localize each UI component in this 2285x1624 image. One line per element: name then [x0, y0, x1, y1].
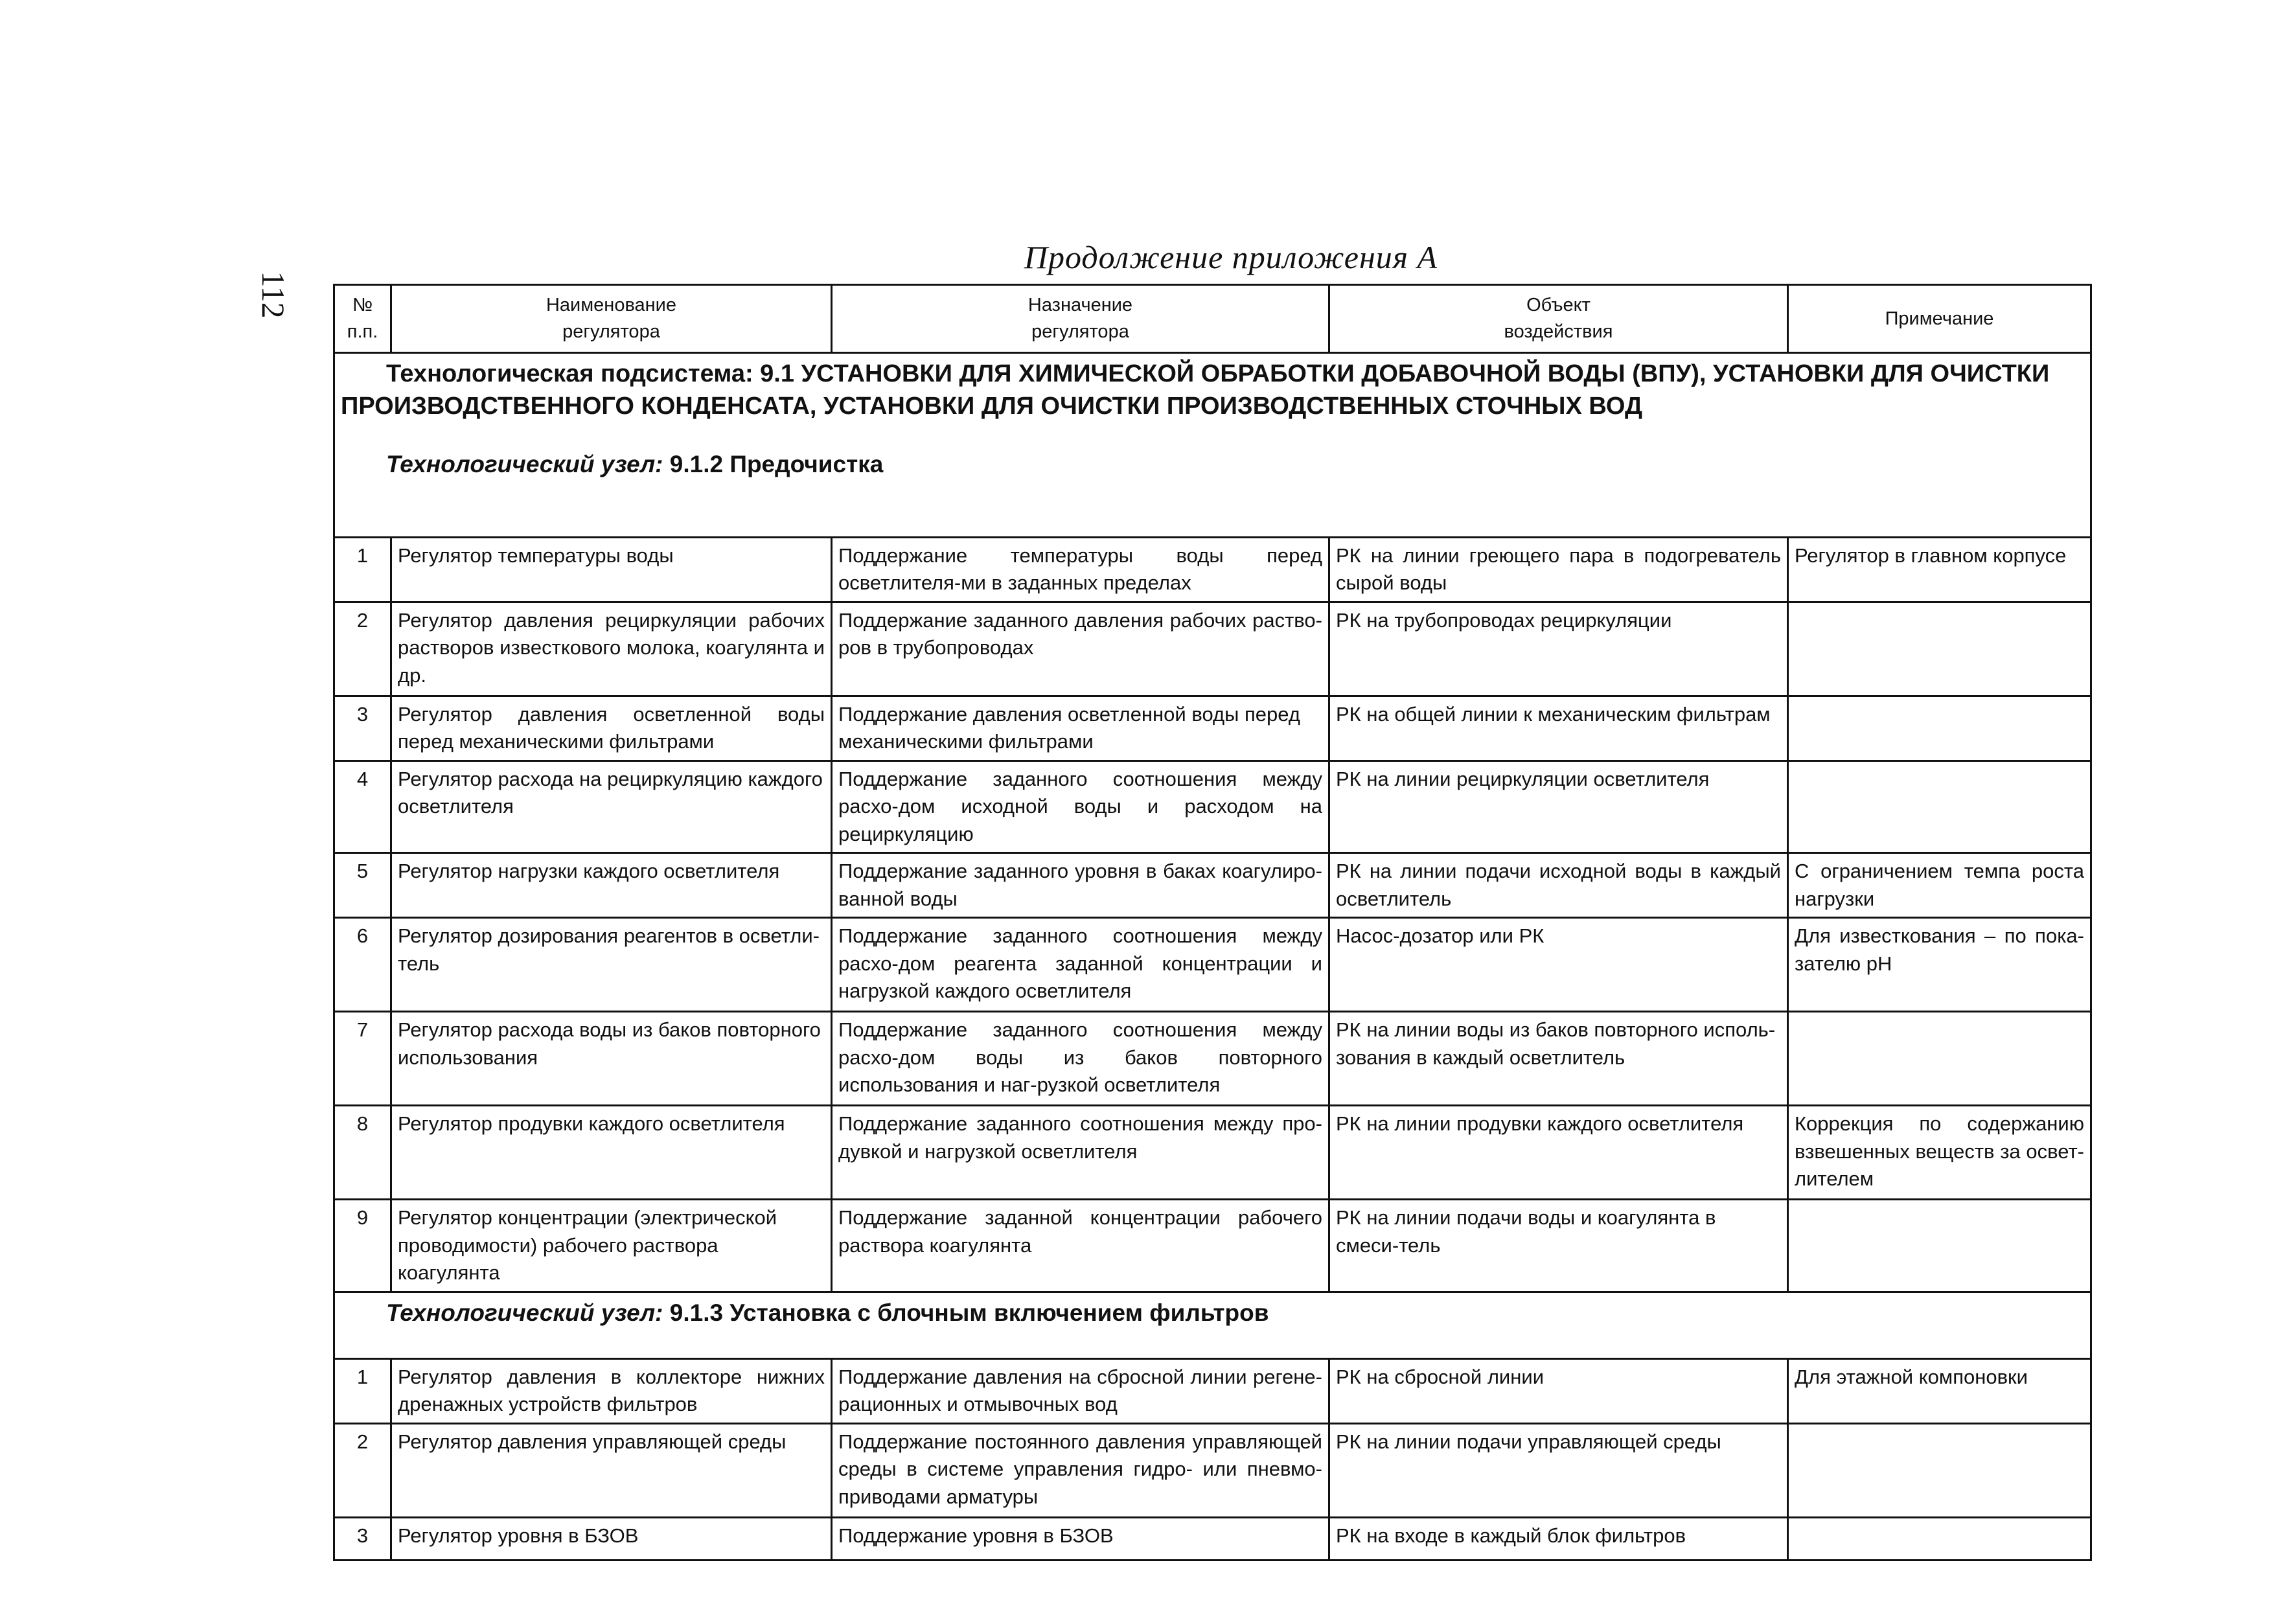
regulator-name: Регулятор расхода воды из баков повторного использования: [391, 1012, 832, 1106]
node-name: 9.1.3 Установка с блочным включением фильтров: [663, 1299, 1269, 1326]
regulator-name: Регулятор давления рециркуляции рабочих растворов известкового молока, коагулянта и др.: [391, 602, 832, 696]
row-number: 4: [334, 761, 391, 852]
node2-rows: [334, 1358, 2091, 1560]
impact-object: Насос-дозатор или РК: [1329, 918, 1788, 1012]
table-row: [334, 1012, 2091, 1106]
regulator-purpose: Поддержание постоянного давления управляющей среды в системе управления гидро- или пневмо-приводами арматуры: [832, 1423, 1329, 1517]
row-number: 1: [334, 1358, 391, 1423]
regulator-purpose: Поддержание заданного соотношения между расхо-дом реагента заданной концентрации и нагрузкой каждого осветлителя: [832, 918, 1329, 1012]
regulator-purpose: Поддержание заданного соотношения между расхо-дом исходной воды и расходом на рециркуляцию: [832, 761, 1329, 852]
regulator-name: Регулятор уровня в БЗОВ: [391, 1517, 832, 1560]
header-name: Наименование регулятора: [391, 285, 832, 353]
table-row: [334, 1358, 2091, 1423]
node-label: Технологический узел:: [386, 451, 663, 478]
row-number: 8: [334, 1106, 391, 1200]
regulator-purpose: Поддержание заданного давления рабочих раство-ров в трубопроводах: [832, 602, 1329, 696]
impact-object: РК на линии подачи исходной воды в каждый осветлитель: [1329, 853, 1788, 918]
table-row: [334, 602, 2091, 696]
table-header-row: [334, 285, 2091, 353]
regulator-name: Регулятор давления осветленной воды перед механическими фильтрами: [391, 696, 832, 761]
regulator-purpose: Поддержание давления осветленной воды перед механическими фильтрами: [832, 696, 1329, 761]
table-row: [334, 918, 2091, 1012]
note: Регулятор в главном корпусе: [1788, 538, 2091, 602]
impact-object: РК на линии греющего пара в подогреватель сырой воды: [1329, 538, 1788, 602]
regulator-purpose: Поддержание давления на сбросной линии регене-рационных и отмывочных вод: [832, 1358, 1329, 1423]
note: [1788, 1517, 2091, 1560]
note: [1788, 1423, 2091, 1517]
header-number: № п.п.: [334, 285, 391, 353]
row-number: 3: [334, 696, 391, 761]
table-row: [334, 1200, 2091, 1292]
regulator-purpose: Поддержание уровня в БЗОВ: [832, 1517, 1329, 1560]
note: Коррекция по содержанию взвешенных веществ за освет-лителем: [1788, 1106, 2091, 1200]
subsystem-title: Технологическая подсистема: 9.1 УСТАНОВКИ ДЛЯ ХИМИЧЕСКОЙ ОБРАБОТКИ ДОБАВОЧНОЙ ВОДЫ (ВПУ), УСТАНОВКИ ДЛЯ ОЧИСТКИ ПРОИЗВОДСТВЕННОГО КОНДЕНСАТА, УСТАНОВКИ ДЛЯ ОЧИСТКИ ПРОИЗВОДСТВЕННЫХ СТОЧНЫХ ВОД: [341, 360, 2050, 420]
row-number: 6: [334, 918, 391, 1012]
regulator-name: Регулятор концентрации (электрической проводимости) рабочего раствора коагулянта: [391, 1200, 832, 1292]
header-purpose: Назначение регулятора: [832, 285, 1329, 353]
subsystem-row: [334, 353, 2091, 538]
row-number: 7: [334, 1012, 391, 1106]
table-row: [334, 696, 2091, 761]
header-note: Примечание: [1788, 285, 2091, 353]
regulator-name: Регулятор давления управляющей среды: [391, 1423, 832, 1517]
impact-object: РК на общей линии к механическим фильтрам: [1329, 696, 1788, 761]
table-row: [334, 1106, 2091, 1200]
node-row: [334, 1292, 2091, 1358]
note: Для этажной компоновки: [1788, 1358, 2091, 1423]
regulator-name: Регулятор расхода на рециркуляцию каждого осветлителя: [391, 761, 832, 852]
row-number: 2: [334, 602, 391, 696]
regulator-name: Регулятор нагрузки каждого осветлителя: [391, 853, 832, 918]
regulators-table: [333, 284, 2092, 1561]
impact-object: РК на линии подачи воды и коагулянта в смеси-тель: [1329, 1200, 1788, 1292]
note: С ограничением темпа роста нагрузки: [1788, 853, 2091, 918]
impact-object: РК на сбросной линии: [1329, 1358, 1788, 1423]
regulator-name: Регулятор продувки каждого осветлителя: [391, 1106, 832, 1200]
page-number: 112: [255, 271, 292, 319]
node1-rows: [334, 538, 2091, 1292]
regulator-purpose: Поддержание заданного уровня в баках коагулиро-ванной воды: [832, 853, 1329, 918]
note: [1788, 1012, 2091, 1106]
regulator-purpose: Поддержание температуры воды перед осветлителя-ми в заданных пределах: [832, 538, 1329, 602]
header-object: Объект воздействия: [1329, 285, 1788, 353]
continuation-title: Продолжение приложения А: [1024, 239, 1438, 275]
node-cell: [334, 1292, 2091, 1358]
impact-object: РК на линии подачи управляющей среды: [1329, 1423, 1788, 1517]
row-number: 3: [334, 1517, 391, 1560]
table-row: [334, 538, 2091, 602]
impact-object: РК на входе в каждый блок фильтров: [1329, 1517, 1788, 1560]
subsystem-cell: [334, 353, 2091, 538]
impact-object: РК на линии воды из баков повторного исполь-зования в каждый осветлитель: [1329, 1012, 1788, 1106]
table-row: [334, 1517, 2091, 1560]
node-label: Технологический узел:: [386, 1299, 663, 1326]
regulator-name: Регулятор дозирования реагентов в осветли-тель: [391, 918, 832, 1012]
regulator-name: Регулятор давления в коллекторе нижних дренажных устройств фильтров: [391, 1358, 832, 1423]
table-row: [334, 761, 2091, 852]
regulator-name: Регулятор температуры воды: [391, 538, 832, 602]
row-number: 1: [334, 538, 391, 602]
regulator-purpose: Поддержание заданного соотношения между расхо-дом воды из баков повторного использования и наг-рузкой осветлителя: [832, 1012, 1329, 1106]
note: [1788, 602, 2091, 696]
regulator-purpose: Поддержание заданного соотношения между про-дувкой и нагрузкой осветлителя: [832, 1106, 1329, 1200]
row-number: 2: [334, 1423, 391, 1517]
note: [1788, 696, 2091, 761]
note: [1788, 1200, 2091, 1292]
table-row: [334, 1423, 2091, 1517]
impact-object: РК на трубопроводах рециркуляции: [1329, 602, 1788, 696]
note: [1788, 761, 2091, 852]
impact-object: РК на линии продувки каждого осветлителя: [1329, 1106, 1788, 1200]
node-name: 9.1.2 Предочистка: [663, 451, 884, 478]
node-title-9-1-3: [341, 1297, 2084, 1330]
impact-object: РК на линии рециркуляции осветлителя: [1329, 761, 1788, 852]
row-number: 5: [334, 853, 391, 918]
regulator-purpose: Поддержание заданной концентрации рабочего раствора коагулянта: [832, 1200, 1329, 1292]
table-row: [334, 853, 2091, 918]
row-number: 9: [334, 1200, 391, 1292]
node-title-9-1-2: [341, 448, 2084, 481]
note: Для известкования – по пока-зателю pH: [1788, 918, 2091, 1012]
